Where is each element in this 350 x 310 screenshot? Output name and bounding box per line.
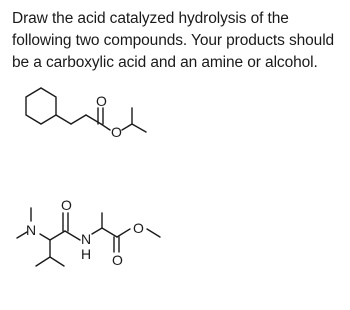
compound-2-ester-oxygen-label: O [133,220,144,236]
compound-2-amide-oxygen-label: O [61,197,72,213]
compound-2-ester-carbonyl-oxygen-label: O [112,252,123,268]
compound-2-dimethylamino-nitrogen-label: N [26,222,37,238]
compound-1-ester-oxygen-label: O [111,124,122,140]
compound-1-carbonyl-oxygen-label: O [96,93,107,109]
compound-2-amide-nitrogen-label: N [81,231,92,247]
question-text: Draw the acid catalyzed hydrolysis of the following two compounds. Your products should be a carboxylic acid and an amine or alcohol. [12,10,335,71]
compound-2-amide-hydrogen-label: H [81,246,92,262]
